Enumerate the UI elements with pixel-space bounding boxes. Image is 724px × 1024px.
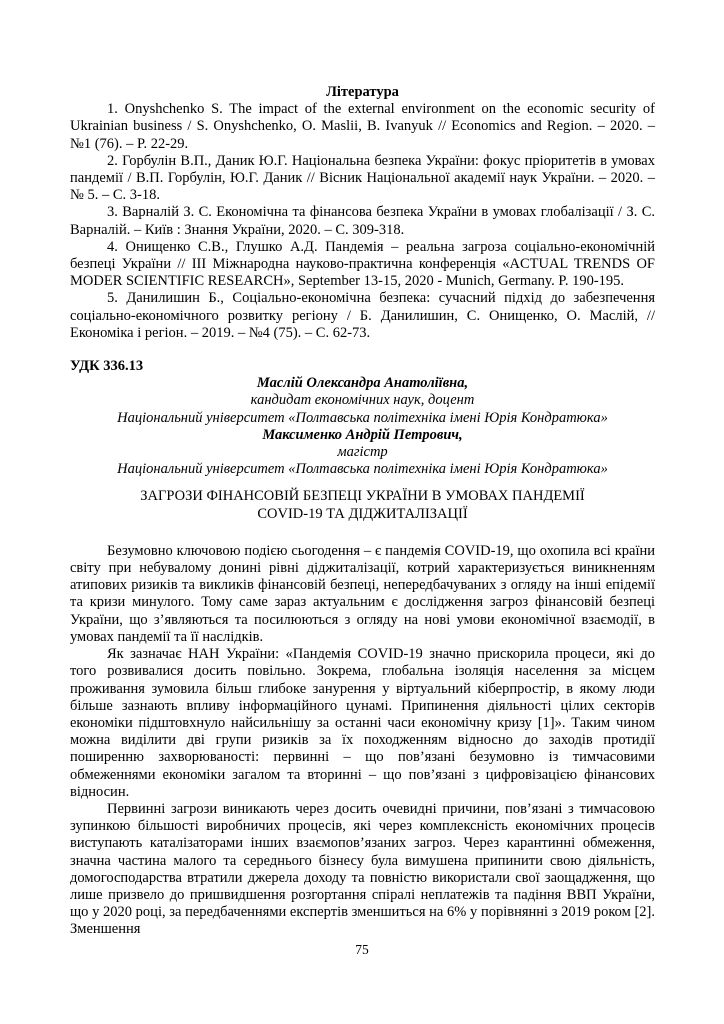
author-degree: магістр bbox=[337, 444, 388, 461]
author-degree: кандидат економічних наук, доцент bbox=[250, 392, 475, 409]
article-title-line: ЗАГРОЗИ ФІНАНСОВІЙ БЕЗПЕЦІ УКРАЇНИ В УМОВАХ ПАНДЕМІЇ bbox=[140, 488, 585, 505]
body-paragraph: Як зазначає НАН України: «Пандемія COVID-19 значно прискорила процеси, які до того розвивалися досить повільно. Зокрема, глобальна ізоляція населення за місцем проживання зумовила більш глибоке занурення у віртуальний кіберпростір, в якому люди більше зазнають впливу інформаційного цунамі. Припинення діяльності цілих секторів економіки підштовхнуло найсильнішу за останні часи економічну кризу [1]». Таким чином можна виділити дві групи ризиків за їх походженням відносно до заходів протидії поширенню захворюваності: первинні – що пов’язані безумовно із тимчасовими обмеженнями економіки загалом та вторинні – що пов’язані з цифровізацією фінансових відносин. bbox=[70, 646, 655, 800]
author-affiliation: Національний університет «Полтавська політехніка імені Юрія Кондратюка» bbox=[117, 409, 608, 426]
article-title-line: COVID-19 ТА ДІДЖИТАЛІЗАЦІЇ bbox=[257, 505, 468, 522]
reference-item: 5. Данилишин Б., Соціально-економічна безпека: сучасний підхід до забезпечення соціально-економічного розвитку регіону / Б. Данилишин, С. Онищенко, О. Маслій, // Економіка і регіон. – 2019. – №4 (75). – С. 62-73. bbox=[70, 290, 655, 341]
reference-item: 1. Onyshchenko S. The impact of the external environment on the economic security of Ukrainian business / S. Onyshchenko, O. Maslii, B. Ivanyuk // Economics and Region. – 2020. – №1 (76). – P. 22-29. bbox=[70, 101, 655, 152]
page-content bbox=[70, 84, 655, 939]
udc-code: УДК 336.13 bbox=[70, 358, 144, 375]
reference-item: 4. Онищенко С.В., Глушко А.Д. Пандемія – реальна загроза соціально-економічній безпеці України // ІІІ Міжнародна науково-практична конференція «ACTUAL TRENDS OF MODER SCIENTIFIC RESEARCH», September 13-15, 2020 - Munich, Germany. P. 190-195. bbox=[70, 238, 655, 290]
references-heading: Література bbox=[326, 84, 399, 100]
page-number: 75 bbox=[355, 942, 369, 957]
body-paragraph: Первинні загрози виникають через досить очевидні причини, пов’язані з тимчасовою зупинкою більшості виробничих процесів, які через комплексність економічних процесів виступають каталізаторами інших взаємопов’язаних загроз. Через карантинні обмеження, значна частина малого та середнього бізнесу була вимушена припинити свою діяльність, домогосподарства втратили джерела доходу та повністю використали свої заощадження, що лише призвело до пришвидшення розгортання спіралі неплатежів та падіння ВВП України, що у 2020 році, за передбаченнями експертів зменшиться на 6% у порівнянні з 2019 роком [2]. Зменшення bbox=[70, 800, 655, 938]
author-name: Маслій Олександра Анатоліївна, bbox=[256, 375, 469, 392]
author-name: Максименко Андрій Петрович, bbox=[262, 426, 463, 443]
article-body bbox=[70, 543, 655, 939]
reference-item: 2. Горбулін В.П., Даник Ю.Г. Національна безпека України: фокус пріоритетів в умовах пандемії / В.П. Горбулін, Ю.Г. Даник // Вісник Національної академії наук України. – 2020. – № 5. – С. 3-18. bbox=[70, 152, 655, 204]
body-paragraph: Безумовно ключовою подією сьогодення – є пандемія COVID-19, що охопила всі країни світу при небувалому донині рівні діджиталізації, котрий характеризується виникненням атипових ризиків та викликів фінансовій безпеці, непередбачуваних з огляду на інші епідемії та кризи минулого. Тому саме зараз актуальним є дослідження загроз фінансовій безпеці України, що з’являються та посилюються з огляду на нові умови економічної взаємодії, в умовах пандемії та її наслідків. bbox=[70, 542, 655, 645]
references-list bbox=[70, 101, 655, 342]
author-block bbox=[70, 375, 655, 478]
article-title bbox=[70, 488, 655, 522]
author-affiliation: Національний університет «Полтавська політехніка імені Юрія Кондратюка» bbox=[117, 461, 608, 478]
reference-item: 3. Варналій З. С. Економічна та фінансова безпека України в умовах глобалізації / З. С. Варналій. – Київ : Знання України, 2020. – С. 309-318. bbox=[70, 204, 655, 238]
